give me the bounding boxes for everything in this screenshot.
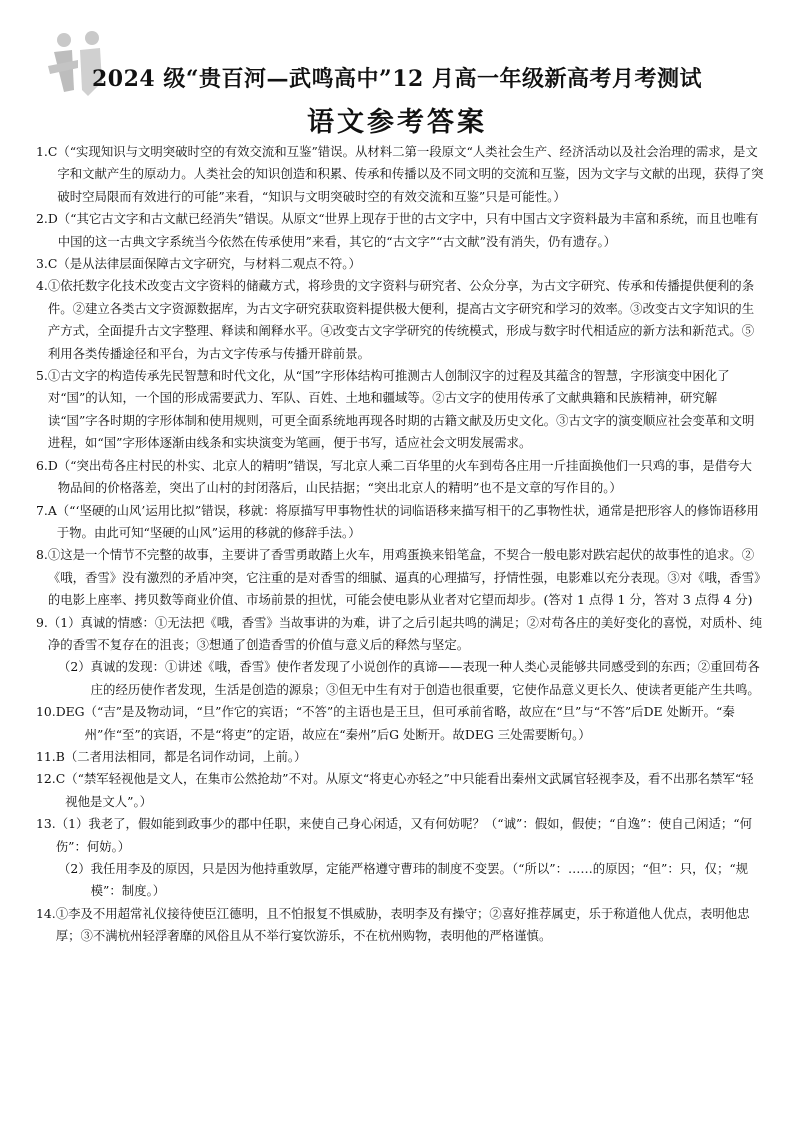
answer-list xyxy=(36,141,764,948)
answer-text: （“突出苟各庄村民的朴实、北京人的精明”错误，写北京人乘二百华里的火车到苟各庄用一斤挂面换他们一只鸡的事，是借夸大物品间的价格落差，突出了山村的封闭落后，山民拮据；“突出北京人的精明”也不是文章的写作目的。） xyxy=(57,457,752,496)
answer-subitem xyxy=(36,858,764,903)
answer-item xyxy=(36,612,764,657)
answer-number: 13. xyxy=(36,816,56,832)
answer-item xyxy=(36,500,764,545)
answer-text: （“禁军轻视他是文人，在集市公然抢劫”不对。从原文“将吏心亦轻之”中只能看出秦州文武属官轻视李及，看不出那名禁军“轻视他是文人”。） xyxy=(65,771,754,809)
answer-subitem xyxy=(36,656,764,701)
answer-text: （1）我老了，假如能到政事少的郡中任职，来使自己身心闲适，又有何妨呢？（“诚”：假如，假使；“自逸”：使自己闲适；“何伤”：何妨。） xyxy=(55,816,752,854)
answer-number: 2.D xyxy=(36,211,58,227)
answer-item xyxy=(36,141,764,208)
subitem-text: 我任用李及的原因，只是因为他持重敦厚，定能严格遵守曹玮的制度不变罢。（“所以”：……的原因；“但”：只，仅；“规模”：制度。） xyxy=(90,861,749,899)
answer-item xyxy=(36,746,764,768)
answer-number: 5. xyxy=(36,368,48,384)
answer-number: 3.C xyxy=(36,256,58,272)
answer-item xyxy=(36,768,764,813)
answer-number: 7.A xyxy=(36,502,57,518)
subitem-number: （2） xyxy=(58,659,91,675)
answer-text: （1）真诚的情感：①无法把《哦，香雪》当故事讲的为难，讲了之后引起共鸣的满足；②对苟各庄的美好变化的喜悦，对质朴、纯净的香雪不复存在的沮丧；③想通了创造香雪的价值与意义后的释然与坚定。 xyxy=(47,614,762,652)
answer-text: （二者用法相同，都是名词作动词，上前。） xyxy=(64,748,307,764)
answer-item xyxy=(36,701,764,746)
answer-text: ①这是一个情节不完整的故事，主要讲了香雪勇敢踏上火车，用鸡蛋换来铅笔盒，不契合一般电影对跌宕起伏的故事性的追求。②《哦，香雪》没有激烈的矛盾冲突，它注重的是对香雪的细腻、逼真的心理描写，抒情性强，电影难以充分表现。③对《哦，香雪》的电影上座率、拷贝数等商业价值、市场前景的担忧，可能会使电影从业者对它望而却步。(答对 1 点得 1 分，答对 3 点得 4 分) xyxy=(47,547,761,608)
answer-text: ①依托数字化技术改变古文字资料的储藏方式，将珍贵的文字资料与研究者、公众分享，为古文字研究、传承和传播提供便利的条件。②建立各类古文字资源数据库，为古文字研究获取资料提供极大便利，提高古文字研究和学习的效率。③改变古文字知识的生产方式，全面提升古文字整理、释读和阐释水平。④改变古文字学研究的传统模式，形成与数字时代相适应的新方法和新范式。⑤利用各类传播途径和平台，为古文字传承与传播开辟前景。 xyxy=(47,278,755,361)
answer-text: （“吉”是及物动词，“旦”作它的宾语；“不答”的主语也是王旦，但可承前省略，故应在“旦”与“不答”后DE 处断开。“秦州”作“至”的宾语，不是“将吏”的定语，故应在“秦州”后G 处断开。故DEG 三处需要断句。） xyxy=(84,704,735,742)
answer-item xyxy=(36,544,764,611)
answer-key-title: 语文参考答案 xyxy=(307,107,487,138)
answer-text: ①古文字的构造传承先民智慧和时代文化，从“国”字形体结构可推测古人创制汉字的过程及其蕴含的智慧，字形演变中困化了对“国”的认知，一个国的形成需要武力、军队、百姓、土地和疆域等。②古文字的使用传承了文献典籍和民族精神，研究解读“国”字各时期的字形体制和使用规则，可更全面系统地再现各时期的古籍文献及历史文化。③古文字的演变顺应社会变革和文明进程，如“国”字形体逐渐由线条和实块演变为笔画，便于书写，适应社会文明发展需求。 xyxy=(47,368,755,451)
answer-text: ①李及不用超常礼仪接待使臣江德明，且不怕报复不惧威胁，表明李及有操守；②喜好推荐属吏，乐于称道他人优点，表明他忠厚；③不满杭州轻浮奢靡的风俗且从不举行宴饮游乐，不在杭州购物，表明他的严格谨慎。 xyxy=(55,905,750,944)
answer-text: （“其它古文字和古文献已经消失”错误。从原文“世界上现存于世的古文字中，只有中国古文字资料最为丰富和系统，而且也唯有中国的这一古典文字系统当今依然在传承使用”来看，其它的“古文字”“古文献”没有消失，仍有遗存。） xyxy=(57,211,759,249)
answer-item xyxy=(36,813,764,858)
answer-number: 1.C xyxy=(36,144,58,159)
answer-number: 10.DEG xyxy=(36,704,85,720)
answer-text: （“‘坚硬的山风’运用比拟”错误，移就：将原描写甲事物性状的词临语移来描写相干的乙事物性状，通常是把形容人的修饰语移用于物。由此可知“坚硬的山风”运用的移就的修辞手法。） xyxy=(56,502,759,540)
answer-item xyxy=(36,253,764,275)
answer-number: 9. xyxy=(36,614,48,630)
answer-number: 12.C xyxy=(36,771,66,787)
exam-title: 2024 级“贵百河—武鸣高中”12 月高一年级新高考月考测试 xyxy=(92,66,702,92)
answer-item xyxy=(36,903,764,948)
answer-item xyxy=(36,365,764,455)
answer-number: 6.D xyxy=(36,457,58,473)
answer-number: 14. xyxy=(36,905,56,921)
answer-item xyxy=(36,208,764,253)
answer-number: 8. xyxy=(36,547,48,563)
answer-text: （“实现知识与文明突破时空的有效交流和互鉴”错误。从材料二第一段原文“人类社会生产、经济活动以及社会治理的需求，是文字和文献产生的原动力。人类社会的知识创造和积累、传承和传播以及不同文明的交流和互鉴，因为文字与文献的出现，获得了突破时空局限而有效进行的可能”来看，“知识与文明突破时空的有效交流和互鉴”只是可能性。） xyxy=(57,144,764,204)
answer-text: （是从法律层面保障古文字研究，与材料二观点不符。） xyxy=(57,256,361,272)
answer-item xyxy=(36,275,764,365)
answer-number: 4. xyxy=(36,278,48,294)
subitem-number: （2） xyxy=(58,861,91,876)
answer-item xyxy=(36,455,764,500)
answer-number: 11.B xyxy=(36,748,65,764)
subitem-text: 真诚的发现：①讲述《哦，香雪》使作者发现了小说创作的真谛——表现一种人类心灵能够共同感受到的东西；②重回苟各庄的经历使作者发现，生活是创造的源泉；③但无中生有对于创造也很重要，它使作品意义更长久、使读者更能产生共鸣。 xyxy=(90,659,760,697)
